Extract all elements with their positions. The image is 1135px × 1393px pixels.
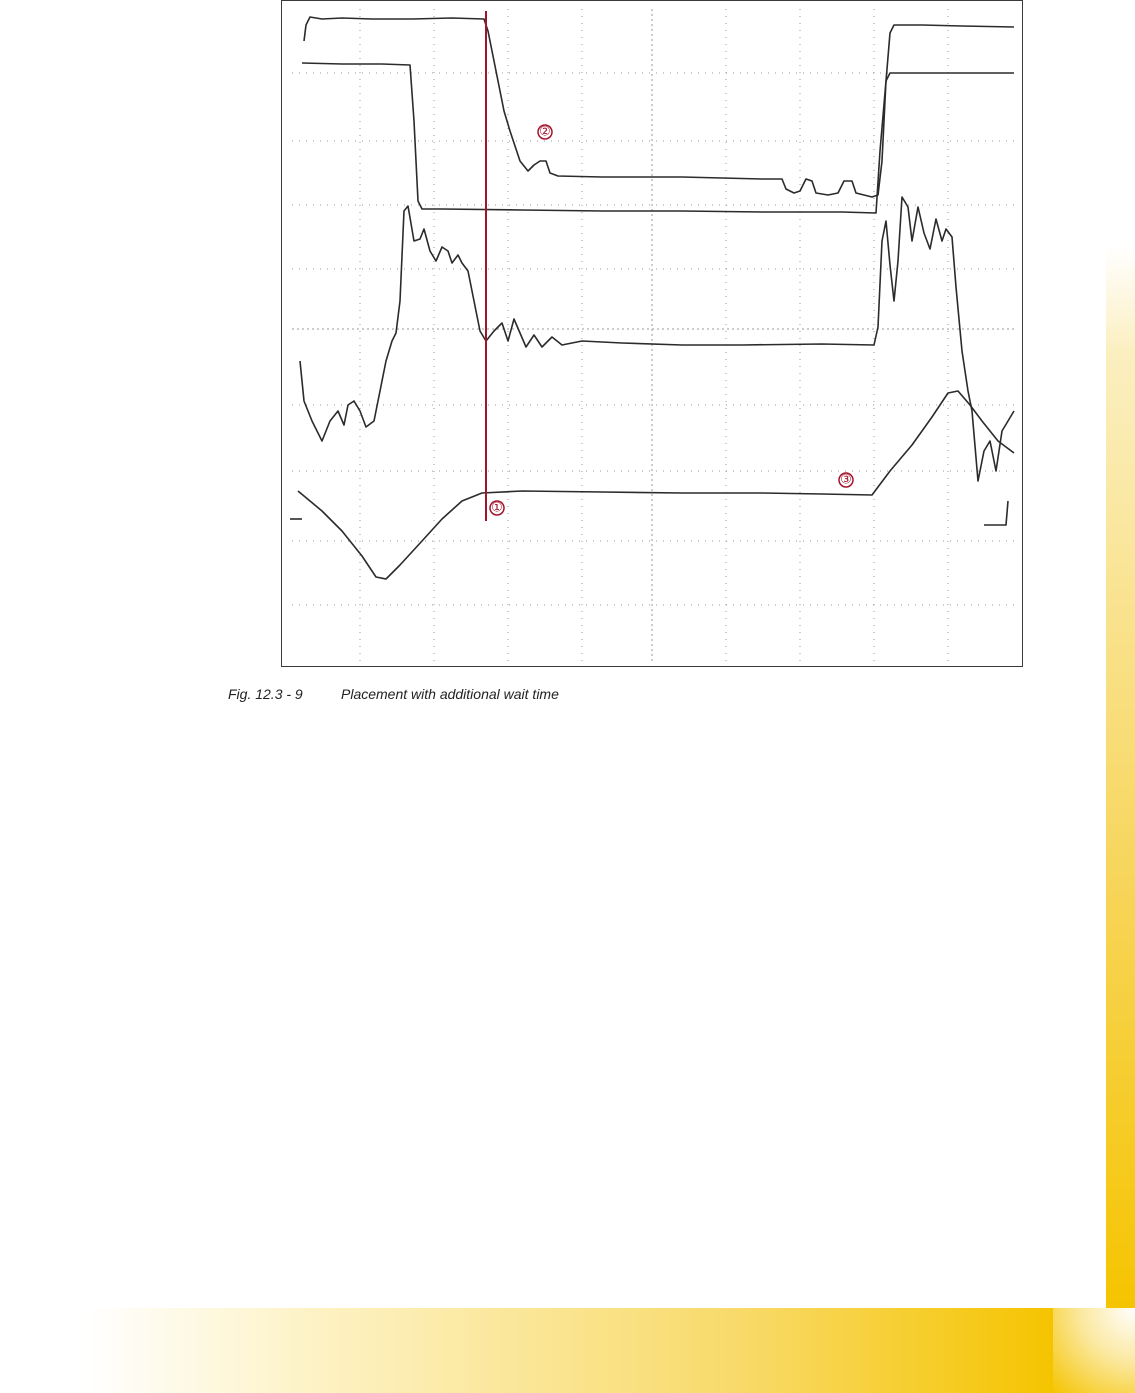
oscilloscope-plot [282,1,1024,668]
trace-2 [302,63,1014,213]
decorative-bottom-bar [0,1308,1053,1393]
figure-number: Fig. 12.3 - 9 [228,686,303,702]
marker-2 [538,125,552,140]
marker-3 [839,473,853,488]
marker-3-label: ③ [840,472,852,488]
marker-1-label: ① [491,500,503,516]
marker-1 [490,501,504,516]
marker-2-label: ② [539,124,551,140]
decorative-side-bar [1106,246,1135,1308]
trace-stub-right [984,501,1008,525]
figure-caption [228,686,559,702]
trace-4 [298,391,1014,579]
decorative-corner [1053,1308,1135,1393]
oscilloscope-screenshot [281,0,1023,667]
trace-1 [304,17,1014,197]
figure-caption-text: Placement with additional wait time [341,686,559,702]
trace-3 [300,197,1014,481]
